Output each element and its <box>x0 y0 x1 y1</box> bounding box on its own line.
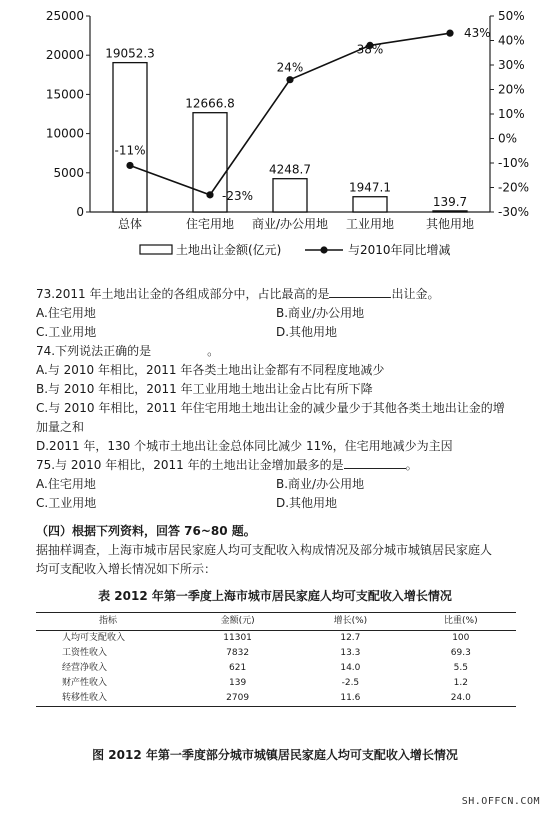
table-header: 增长(%) <box>295 613 405 631</box>
answer-blank <box>151 343 207 355</box>
right-tick-label: 50% <box>498 9 525 23</box>
line-marker <box>206 191 213 198</box>
table-cell: 工资性收入 <box>62 648 108 658</box>
left-tick-label: 15000 <box>45 87 84 102</box>
table-cell: 14.0 <box>340 663 361 673</box>
table-row <box>36 676 516 691</box>
right-tick-label: -30% <box>498 205 530 219</box>
section-4-intro-2: 均可支配收入增长情况如下所示： <box>36 562 217 576</box>
table-cell: 转移性收入 <box>36 691 180 707</box>
bar-value-label: 4248.7 <box>269 162 311 177</box>
table-cell: 621 <box>229 663 247 673</box>
q74-option-c: C.与 2010 年相比，2011 年住宅用地土地出让金的减少量少于其他各类土地出让金的增 <box>36 401 505 415</box>
bar <box>353 197 387 212</box>
question-74 <box>36 342 516 456</box>
q74-option-b: B.与 2010 年相比，2011 年工业用地土地出让金占比有所下降 <box>36 382 373 396</box>
right-tick-label: 40% <box>498 33 525 48</box>
table-cell: 经营净收入 <box>62 663 108 673</box>
section-4 <box>36 522 516 579</box>
table-cell: 2709 <box>180 691 295 707</box>
table-cell: 24.0 <box>406 691 516 707</box>
table-cell: 11.6 <box>295 691 405 707</box>
table-header: 比重(%) <box>406 613 516 631</box>
table-cell: 13.3 <box>340 648 361 658</box>
bar-line-chart <box>0 0 550 270</box>
q73-option-a: A.住宅用地 <box>36 306 96 320</box>
q74-option-c-cont: 加量之和 <box>36 420 85 434</box>
x-tick-label: 其他用地 <box>425 217 475 231</box>
x-tick-label: 总体 <box>117 217 143 231</box>
left-tick-label: 10000 <box>45 126 84 141</box>
answer-blank <box>329 285 391 298</box>
legend-bar-swatch <box>140 245 172 254</box>
table-cell: 139 <box>229 678 247 688</box>
table-cell: 1.2 <box>453 678 468 688</box>
table-row <box>36 631 516 647</box>
table-row <box>36 661 516 676</box>
table-cell: 7832 <box>226 648 250 658</box>
section-4-intro-1: 据抽样调查，上海市城市居民家庭人均可支配收入构成情况及部分城市城镇居民家庭人 <box>36 543 493 557</box>
answer-blank <box>344 456 406 469</box>
q73-stem-tail: 出让金。 <box>391 287 440 301</box>
legend-line-label: 与2010年同比增减 <box>348 243 451 257</box>
x-tick-label: 住宅用地 <box>185 217 235 231</box>
q74-stem-tail: 。 <box>207 344 220 358</box>
income-table <box>36 612 516 707</box>
table-cell: 11301 <box>223 633 252 643</box>
q73-option-d: D.其他用地 <box>276 325 338 339</box>
legend-bar-label: 土地出让金额(亿元) <box>176 243 282 257</box>
table-cell: 5.5 <box>453 663 468 673</box>
table-row <box>36 691 516 707</box>
q74-option-a: A.与 2010 年相比，2011 年各类土地出让金都有不同程度地减少 <box>36 363 385 377</box>
q75-option-c: C.工业用地 <box>36 496 97 510</box>
table-header: 指标 <box>36 613 180 631</box>
question-73 <box>36 285 516 342</box>
line-value-label: 43% <box>464 26 491 41</box>
table-header-row <box>36 613 516 631</box>
right-tick-label: 0% <box>498 131 518 146</box>
section-4-heading: （四）根据下列资料，回答 76~80 题。 <box>36 524 256 538</box>
line-value-label: -23% <box>222 188 254 203</box>
right-tick-label: -20% <box>498 180 530 195</box>
left-tick-label: 20000 <box>45 48 84 63</box>
chart-x-labels <box>118 216 474 231</box>
bar <box>273 179 307 212</box>
line-value-label: 38% <box>356 42 384 57</box>
q75-stem-tail: 。 <box>405 458 418 472</box>
q73-option-b: B.商业/办公用地 <box>276 306 365 320</box>
table-cell: -2.5 <box>341 678 360 688</box>
line-value-label: 24% <box>276 60 304 75</box>
q75-stem: 75.与 2010 年相比，2011 年的土地出让金增加最多的是 <box>36 458 344 472</box>
q73-option-c: C.工业用地 <box>36 325 97 339</box>
right-tick-label: 30% <box>498 58 525 72</box>
line-marker <box>286 76 293 83</box>
table-cell: 100 <box>452 633 470 643</box>
bar-value-label: 1947.1 <box>349 180 391 195</box>
chart-legend <box>140 242 451 257</box>
bar-value-label: 12666.8 <box>185 96 235 111</box>
q75-option-b: B.商业/办公用地 <box>276 477 365 491</box>
bar <box>433 211 467 212</box>
line-value-label: -11% <box>114 143 146 158</box>
table-cell: 12.7 <box>340 633 361 643</box>
q75-option-d: D.其他用地 <box>276 496 338 510</box>
q74-stem: 74.下列说法正确的是 <box>36 344 152 358</box>
left-tick-label: 25000 <box>45 9 84 23</box>
table-cell: 人均可支配收入 <box>62 633 126 643</box>
table-header: 金额(元) <box>180 613 295 631</box>
table-cell: 69.3 <box>450 648 471 658</box>
left-tick-label: 5000 <box>53 165 84 180</box>
q74-option-d: D.2011 年，130 个城市土地出让金总体同比减少 11%，住宅用地减少为主因 <box>36 439 453 453</box>
bar <box>113 63 147 212</box>
bar-value-label: 139.7 <box>432 194 468 209</box>
right-tick-label: 10% <box>498 107 525 121</box>
question-75 <box>36 456 516 513</box>
figure-caption: 图 2012 年第一季度部分城市城镇居民家庭人均可支配收入增长情况 <box>92 748 458 762</box>
line-marker <box>126 162 133 169</box>
chart-bars <box>113 60 467 212</box>
right-tick-label: -10% <box>498 156 530 170</box>
legend-line-marker <box>320 246 327 253</box>
watermark-logo: SH.OFFCN.COM <box>461 796 540 807</box>
q75-option-a: A.住宅用地 <box>36 477 96 491</box>
table-cell: 财产性收入 <box>62 678 108 688</box>
q73-stem: 73.2011 年土地出让金的各组成部分中，占比最高的是 <box>36 287 330 301</box>
table-title: 表 2012 年第一季度上海市城市居民家庭人均可支配收入增长情况 <box>98 589 452 603</box>
table-row <box>36 646 516 661</box>
left-tick-label: 0 <box>76 205 84 219</box>
right-tick-label: 20% <box>498 82 525 97</box>
x-tick-label: 商业/办公用地 <box>251 217 329 231</box>
line-marker <box>446 30 453 37</box>
x-tick-label: 工业用地 <box>345 217 395 231</box>
bar-value-label: 19052.3 <box>105 46 155 61</box>
